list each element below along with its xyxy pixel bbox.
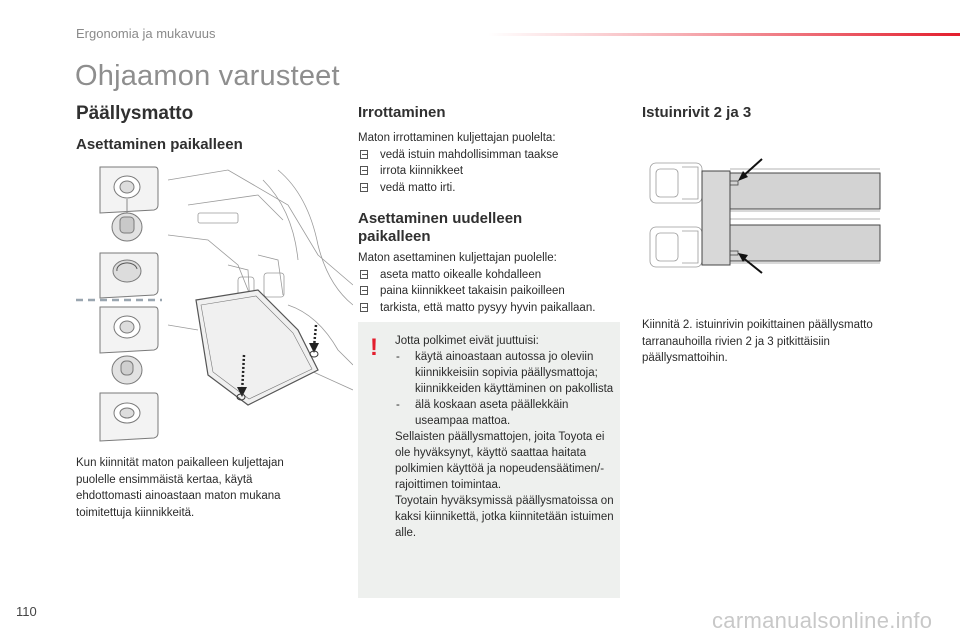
warning-items bbox=[395, 349, 617, 429]
warning-text bbox=[395, 333, 617, 541]
fitting-heading: Asettaminen paikalleen bbox=[76, 136, 243, 153]
warning-intro: Jotta polkimet eivät juuttuisi: bbox=[395, 335, 539, 347]
section-header: Ergonomia ja mukavuus bbox=[76, 26, 216, 41]
list-item: - käytä ainoastaan autossa jo oleviin kiinnikkeisiin sopivia päällysmattoja; kiinnikkeiden käyttäminen on pakollista bbox=[396, 351, 614, 395]
refitting-instructions bbox=[358, 250, 620, 316]
fitting-note: Kun kiinnität maton paikalleen kuljettajan puolelle ensimmäistä kertaa, käytä ehdottomasti ainoastaan maton mukana toimitettuja kiinnikkeitä. bbox=[76, 457, 284, 519]
list-item: paina kiinnikkeet takaisin paikoilleen bbox=[358, 283, 620, 300]
seat-rows-heading: Istuinrivit 2 ja 3 bbox=[642, 104, 752, 121]
page-title: Ohjaamon varusteet bbox=[75, 60, 340, 92]
checkbox-bullet-icon bbox=[360, 286, 368, 295]
warning-icon: ! bbox=[370, 334, 378, 361]
list-item: vedä istuin mahdollisimman taakse bbox=[358, 147, 620, 164]
floor-mat-heading: Päällysmatto bbox=[76, 103, 194, 124]
seat-rows-mat-illustration bbox=[642, 155, 882, 275]
checkbox-bullet-icon bbox=[360, 166, 368, 175]
list-item: tarkista, että matto pysyy hyvin paikallaan. bbox=[358, 300, 620, 317]
checkbox-bullet-icon bbox=[360, 303, 368, 312]
list-item: irrota kiinnikkeet bbox=[358, 163, 620, 180]
removal-heading: Irrottaminen bbox=[358, 104, 446, 121]
refitting-steps bbox=[358, 267, 620, 317]
checkbox-bullet-icon bbox=[360, 183, 368, 192]
list-item: - älä koskaan aseta päällekkäin useampaa mattoa. bbox=[396, 399, 569, 427]
fastener-steps-illustration bbox=[70, 165, 165, 443]
checkbox-bullet-icon bbox=[360, 150, 368, 159]
refitting-intro: Maton asettaminen kuljettajan puolelle: bbox=[358, 252, 557, 264]
removal-instructions bbox=[358, 130, 620, 196]
page-number: 110 bbox=[16, 604, 37, 619]
removal-steps bbox=[358, 147, 620, 197]
list-item: vedä matto irti. bbox=[358, 180, 620, 197]
header-accent-bar bbox=[488, 33, 960, 36]
checkbox-bullet-icon bbox=[360, 270, 368, 279]
warning-paragraph-1: Sellaisten päällysmattojen, joita Toyota ei ole hyväksynyt, käyttö saattaa haitata polkimien käyttöä ja nopeudensäätimen/-rajoittimen toimintaa. bbox=[395, 431, 605, 491]
watermark: carmanualsonline.info bbox=[712, 608, 933, 633]
list-item: aseta matto oikealle kohdalleen bbox=[358, 267, 620, 284]
seat-rows-text: Kiinnitä 2. istuinrivin poikittainen päällysmatto tarranauhoilla rivien 2 ja 3 pitkittäisiin päällysmattoihin. bbox=[642, 319, 873, 364]
warning-paragraph-2: Toyotain hyväksymissä päällysmatoissa on kaksi kiinnikettä, jotka kiinnitetään istuimen alle. bbox=[395, 495, 614, 539]
removal-intro: Maton irrottaminen kuljettajan puolelta: bbox=[358, 132, 556, 144]
cabin-floor-mat-illustration bbox=[168, 165, 353, 425]
refitting-heading: Asettaminen uudelleen paikalleen bbox=[358, 210, 523, 245]
